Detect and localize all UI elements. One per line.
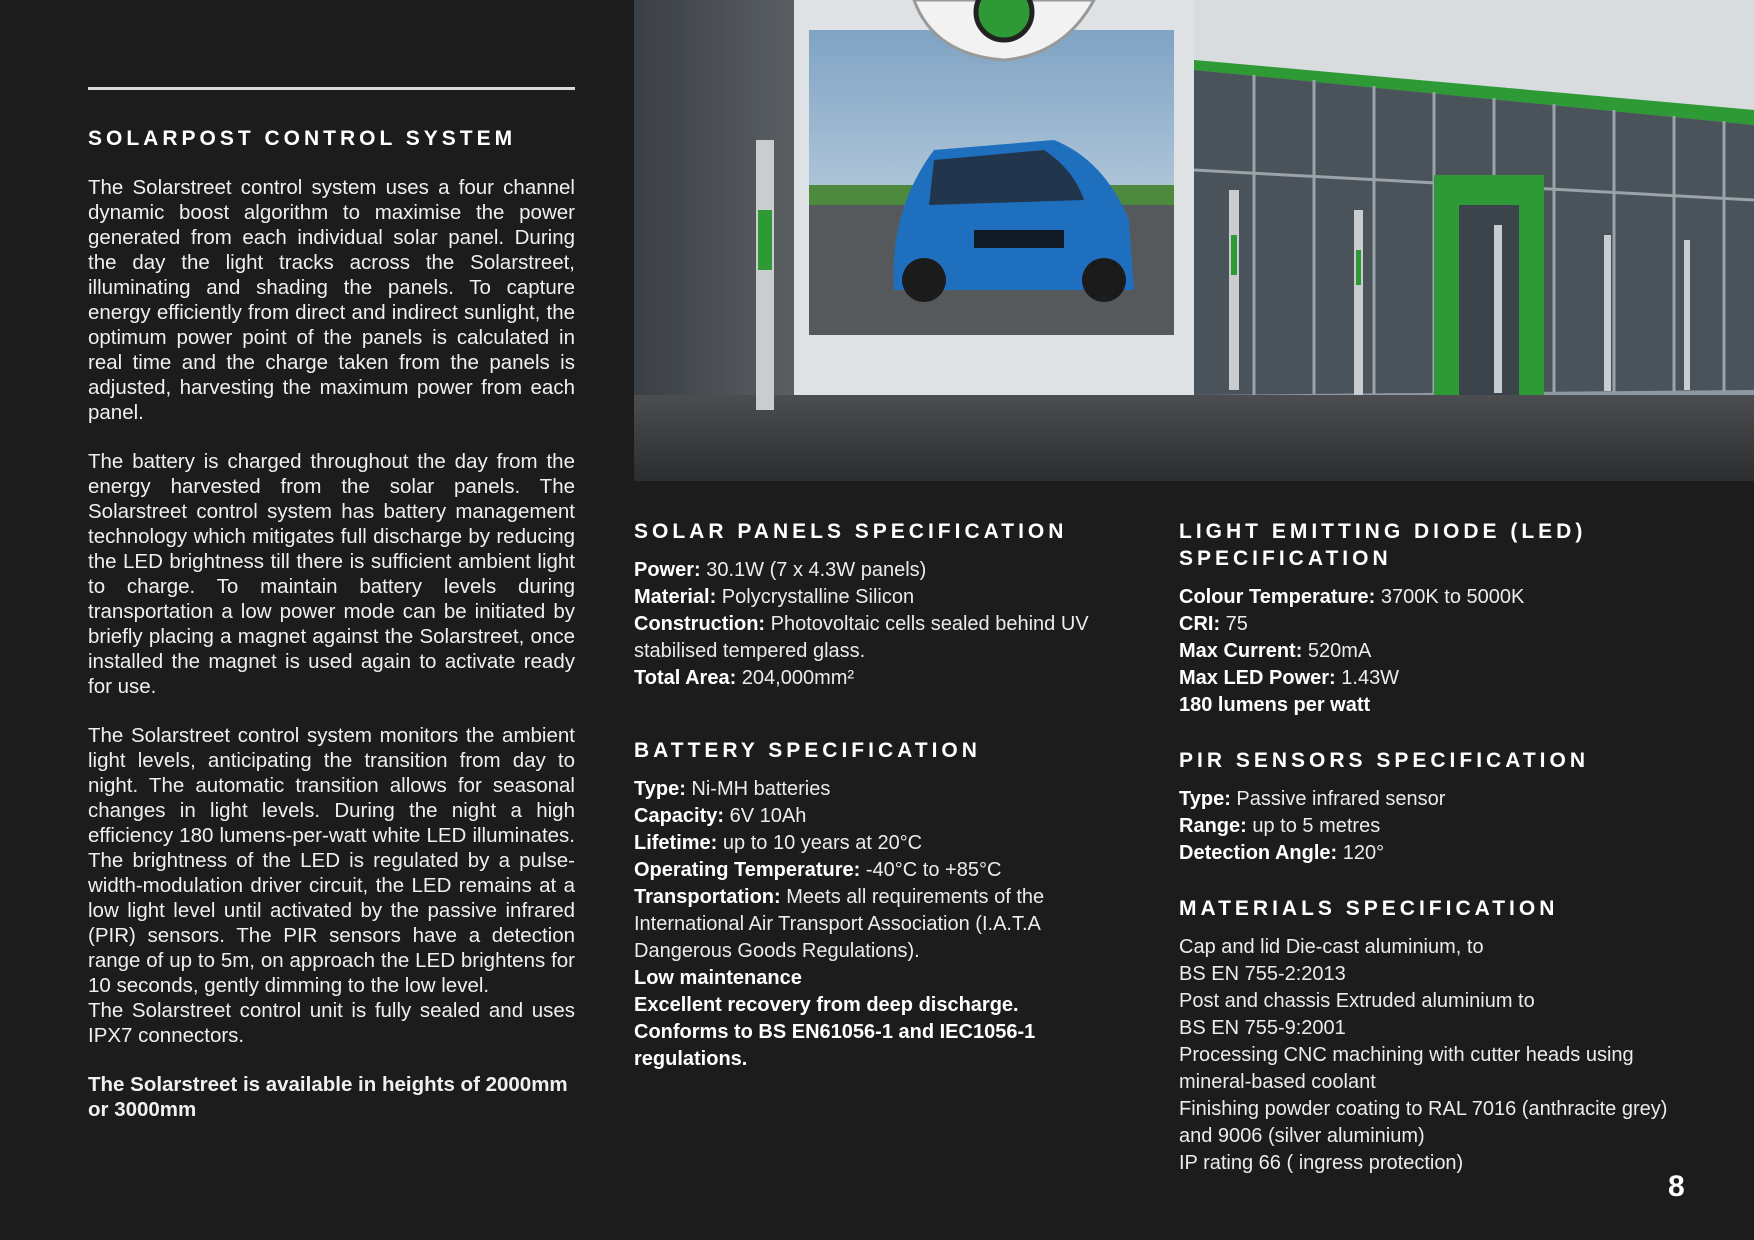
type-value: Ni-MH batteries [685,778,831,800]
materials-line-7: IP rating 66 ( ingress protection) [1179,1152,1464,1174]
led-lumens: 180 lumens per watt [1179,694,1371,716]
pir-type-label: Type: [1179,788,1231,810]
materials-line-2: BS EN 755-2:2013 [1179,963,1346,985]
led-ct-row [1179,584,1699,611]
page-number: 8 [1668,1170,1685,1203]
battery-capacity-row [634,803,1094,830]
solar-area-row [634,665,1154,692]
control-system-title: SOLARPOST CONTROL SYSTEM [88,127,517,150]
type-label: Type: [634,778,686,800]
paragraph-1: The Solarstreet control system uses a four channel dynamic boost algorithm to maximise the power generated from each individual solar panel. During the day the light tracks across the Solarstreet, illuminating and shading the panels. To capture energy efficiently from direct and indirect sunlight, the optimum power point of the panels is calculated in real time and the charge taken from the panels is adjusted, harvesting the maximum power from each panel. [88,176,575,424]
battery-transport-row [634,884,1094,965]
cri-label: CRI: [1179,613,1221,635]
battery-section [634,737,1094,1073]
mp-label: Max LED Power: [1179,667,1336,689]
optemp-value: -40°C to +85°C [860,859,1002,881]
construction-value: Photovoltaic cells sealed behind UV stabilised tempered glass. [634,613,1089,662]
led-cri-row [1179,611,1699,638]
materials-title: MATERIALS SPECIFICATION [1179,897,1559,920]
materials-line-6: Finishing powder coating to RAL 7016 (anthracite grey) and 9006 (silver aluminium) [1179,1098,1668,1147]
area-value: 204,000mm² [736,667,855,689]
pir-range-row [1179,813,1699,840]
ct-label: Colour Temperature: [1179,586,1376,608]
solar-panels-title: SOLAR PANELS SPECIFICATION [634,520,1068,543]
paragraph-4: The Solarstreet control unit is fully sealed and uses IPX7 connectors. [88,999,575,1047]
solar-panels-section [634,518,1154,692]
capacity-value: 6V 10Ah [724,805,807,827]
materials-line-1: Cap and lid Die-cast aluminium, to [1179,936,1484,958]
lifetime-value: up to 10 years at 20°C [717,832,923,854]
material-value: Polycrystalline Silicon [716,586,915,608]
material-label: Material: [634,586,717,608]
power-value: 30.1W (7 x 4.3W panels) [700,559,927,581]
paragraph-2: The battery is charged throughout the day from the energy harvested from the solar panels. The Solarstreet control system has battery management technology which mitigates full discharge by reducing the LED brightness till there is sufficient ambient light to charge. To maintain battery levels during transportation a low power mode can be initiated by briefly placing a magnet against the Solarstreet, once installed the magnet is used again to activate ready for use. [88,450,575,698]
heights-note: The Solarstreet is available in heights of 2000mm or 3000mm [88,1073,568,1121]
angle-label: Detection Angle: [1179,842,1338,864]
solar-material-row [634,584,1154,611]
optemp-label: Operating Temperature: [634,859,861,881]
battery-lifetime-row [634,830,1094,857]
led-mc-row [1179,638,1699,665]
paragraph-3: The Solarstreet control system monitors the ambient light levels, anticipating the transition from day to night. The automatic transition allows for seasonal changes in light levels. During the night a high efficiency 180 lumens-per-watt white LED illuminates. The brightness of the LED is regulated by a pulse-width-modulation driver circuit, the LED remains at a low light level until activated by the passive infrared (PIR) sensors. The PIR sensors have a detection range of up to 5m, on approach the LED brightens for 10 seconds, gently dimming to the low level. [88,724,575,997]
area-label: Total Area: [634,667,737,689]
lifetime-label: Lifetime: [634,832,718,854]
angle-value: 120° [1337,842,1385,864]
materials-section [1179,895,1679,1177]
battery-recovery: Excellent recovery from deep discharge. [634,994,1019,1016]
pir-type-value: Passive infrared sensor [1230,788,1446,810]
range-value: up to 5 metres [1246,815,1381,837]
transport-value: Meets all requirements of the International Air Transport Association (I.A.T.A Dangerous Goods Regulations). [634,886,1045,962]
mc-label: Max Current: [1179,640,1303,662]
power-label: Power: [634,559,701,581]
battery-title: BATTERY SPECIFICATION [634,739,981,762]
battery-maintenance: Low maintenance [634,967,802,989]
top-rule [88,87,575,90]
materials-line-5: Processing CNC machining with cutter heads using mineral-based coolant [1179,1044,1634,1093]
pir-title: PIR SENSORS SPECIFICATION [1179,749,1589,772]
materials-line-3: Post and chassis Extruded aluminium to [1179,990,1535,1012]
mc-value: 520mA [1302,640,1372,662]
pir-section [1179,747,1699,867]
led-title: LIGHT EMITTING DIODE (LED) SPECIFICATION [1179,520,1587,570]
construction-label: Construction: [634,613,766,635]
battery-conformance: Conforms to BS EN61056-1 and IEC1056-1 regulations. [634,1021,1036,1070]
capacity-label: Capacity: [634,805,725,827]
battery-type-row [634,776,1094,803]
pir-type-row [1179,786,1699,813]
mp-value: 1.43W [1335,667,1400,689]
control-system-column [88,125,575,1122]
materials-line-4: BS EN 755-9:2001 [1179,1017,1346,1039]
led-section [1179,518,1699,719]
battery-optemp-row [634,857,1094,884]
transport-label: Transportation: [634,886,781,908]
solar-power-row [634,557,1154,584]
ct-value: 3700K to 5000K [1375,586,1525,608]
range-label: Range: [1179,815,1247,837]
pir-angle-row [1179,840,1699,867]
cri-value: 75 [1220,613,1248,635]
led-mp-row [1179,665,1699,692]
solar-construction-row [634,611,1154,665]
dealership-photo [634,0,1754,481]
